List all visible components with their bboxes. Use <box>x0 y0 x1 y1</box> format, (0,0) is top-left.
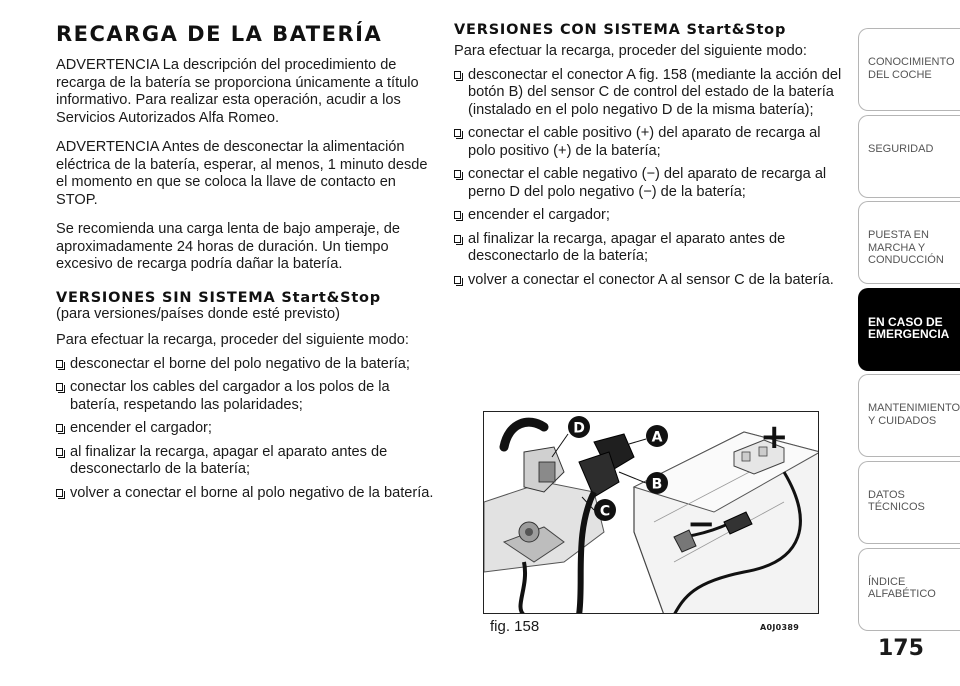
checkbox-bullet-icon <box>454 170 461 178</box>
steps-list <box>56 356 441 503</box>
procedure-intro: Para efectuar la recarga, proceder del siguiente modo: <box>454 43 807 59</box>
plus-sign-label: + <box>760 417 789 457</box>
svg-text:A: A <box>651 429 663 446</box>
battery-illustration <box>484 412 819 614</box>
list-item: volver a conectar el conector A al sensor C de la batería. <box>454 272 849 290</box>
checkbox-bullet-icon <box>56 489 63 497</box>
steps-list <box>454 67 849 290</box>
checkbox-bullet-icon <box>454 235 461 243</box>
tab-conocimiento-del-coche[interactable]: CONOCIMIENTO DEL COCHE <box>858 28 960 111</box>
list-item: encender el cargador; <box>56 420 441 438</box>
section-note: (para versiones/países donde esté previsto) <box>56 305 340 322</box>
label-badge-c <box>594 499 616 521</box>
chapter-tabs <box>858 28 960 634</box>
figure-code: A0J0389 <box>760 623 800 632</box>
checkbox-bullet-icon <box>454 129 461 137</box>
svg-text:D: D <box>573 420 585 437</box>
tab-mantenimiento[interactable]: MANTENIMIENTO Y CUIDADOS <box>858 374 960 457</box>
list-item: conectar el cable negativo (−) del aparato de recarga al perno D del polo negativo (−) de la batería; <box>454 166 849 201</box>
checkbox-bullet-icon <box>454 211 461 219</box>
checkbox-bullet-icon <box>454 276 461 284</box>
checkbox-bullet-icon <box>56 448 63 456</box>
tab-datos-tecnicos[interactable]: DATOS TÉCNICOS <box>858 461 960 544</box>
label-badge-d <box>568 416 590 438</box>
section-title-without-start-stop: VERSIONES SIN SISTEMA Start&Stop <box>56 289 381 306</box>
tab-puesta-en-marcha[interactable]: PUESTA EN MARCHA Y CONDUCCIÓN <box>858 201 960 284</box>
procedure-intro: Para efectuar la recarga, proceder del siguiente modo: <box>56 332 409 348</box>
svg-text:C: C <box>599 503 611 520</box>
right-column <box>454 22 849 295</box>
list-item: conectar el cable positivo (+) del aparato de recarga al polo positivo (+) de la batería; <box>454 125 849 160</box>
label-badge-b <box>646 472 668 494</box>
minus-sign-label: − <box>687 504 716 544</box>
list-item: desconectar el borne del polo negativo de la batería; <box>56 356 441 374</box>
recommendation-paragraph: Se recomienda una carga lenta de bajo amperaje, de aproximadamente 24 horas de duración. Un tiempo excesivo de recarga podría dañar la batería. <box>56 221 400 272</box>
page-number: 175 <box>878 636 924 661</box>
warning-paragraph-1: ADVERTENCIA La descripción del procedimiento de recarga de la batería se proporciona únicamente a título informativo. Para realizar esta operación, acudir a los Servicios Autorizados Alfa Romeo. <box>56 57 419 126</box>
tab-en-caso-de-emergencia[interactable]: EN CASO DE EMERGENCIA <box>858 288 960 371</box>
checkbox-bullet-icon <box>56 360 63 368</box>
tab-indice-alfabetico[interactable]: ÍNDICE ALFABÉTICO <box>858 548 960 631</box>
warning-paragraph-2: ADVERTENCIA Antes de desconectar la alimentación eléctrica de la batería, esperar, al menos, 1 minuto desde el momento en que se coloca la llave de contacto en STOP. <box>56 139 428 208</box>
battery-figure <box>483 411 819 614</box>
list-item: encender el cargador; <box>454 207 849 225</box>
left-column <box>56 22 441 508</box>
list-item: volver a conectar el borne al polo negativo de la batería. <box>56 485 441 503</box>
figure-caption: fig. 158 <box>490 618 540 635</box>
checkbox-bullet-icon <box>56 383 63 391</box>
page-title: RECARGA DE LA BATERÍA <box>56 22 383 46</box>
list-item: al finalizar la recarga, apagar el aparato antes de desconectarlo de la batería; <box>454 231 849 266</box>
label-badge-a <box>646 425 668 447</box>
checkbox-bullet-icon <box>454 71 461 79</box>
list-item: desconectar el conector A fig. 158 (mediante la acción del botón B) del sensor C de control del estado de la batería (instalado en el polo negativo D de la misma batería); <box>454 67 849 120</box>
tab-seguridad[interactable]: SEGURIDAD <box>858 115 960 198</box>
list-item: conectar los cables del cargador a los polos de la batería, respetando las polaridades; <box>56 379 441 414</box>
list-item: al finalizar la recarga, apagar el aparato antes de desconectarlo de la batería; <box>56 444 441 479</box>
section-title-with-start-stop: VERSIONES CON SISTEMA Start&Stop <box>454 22 787 38</box>
checkbox-bullet-icon <box>56 424 63 432</box>
svg-text:B: B <box>651 476 663 493</box>
